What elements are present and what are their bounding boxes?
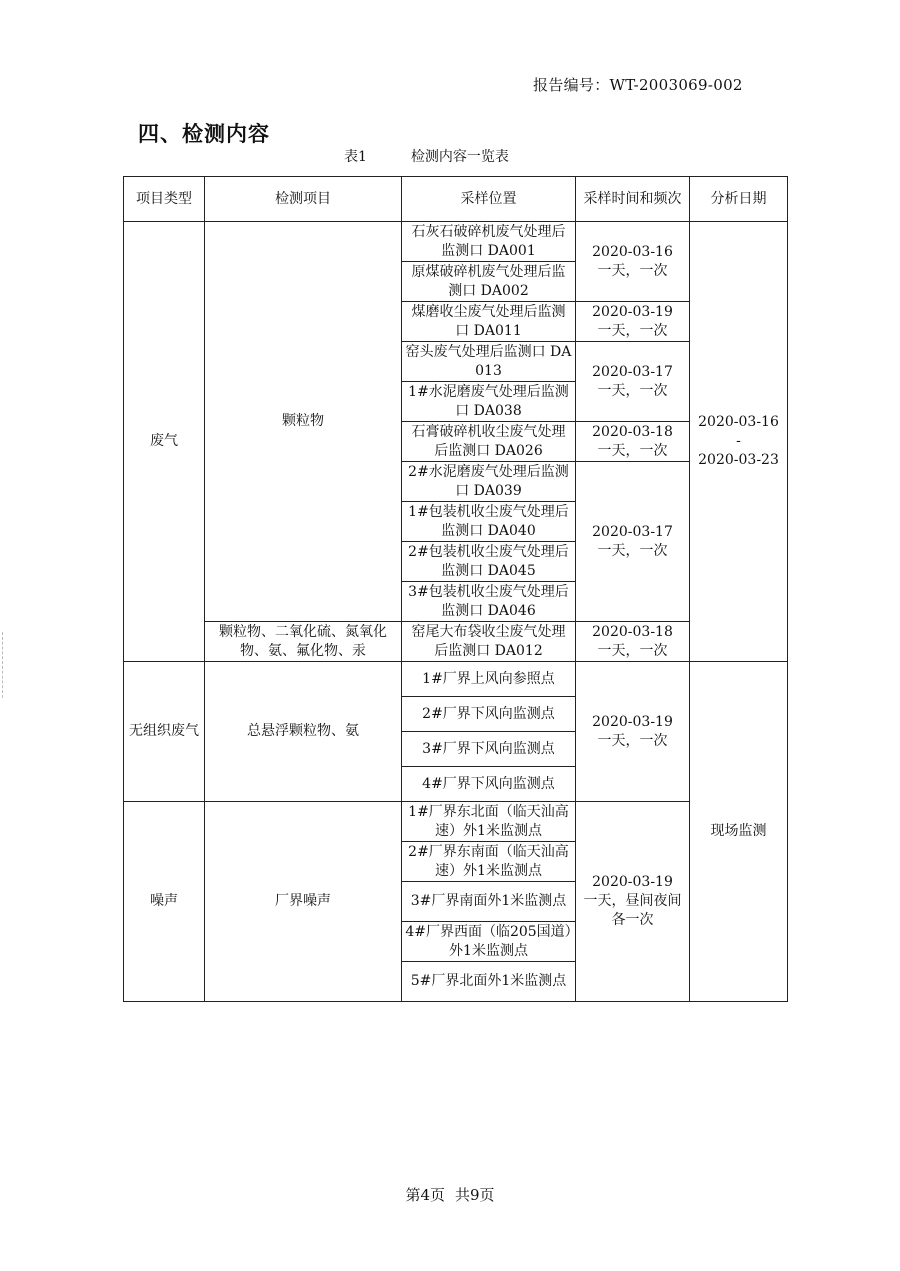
header-cell: 采样位置 [402,177,576,222]
time-cell: 2020-03-17 一天，一次 [576,342,690,422]
page-number: 第4页 [405,1186,445,1204]
time-cell: 2020-03-19 一天，一次 [576,302,690,342]
location-cell: 1#厂界东北面（临天汕高速）外1米监测点 [402,802,576,842]
page-total: 共9页 [455,1186,495,1204]
header-cell: 分析日期 [690,177,788,222]
table-row [124,622,788,662]
location-cell: 2#包装机收尘废气处理后监测口 DA045 [402,542,576,582]
table-row [124,222,788,262]
location-cell: 1#包装机收尘废气处理后监测口 DA040 [402,502,576,542]
type-cell-waste-gas: 废气 [124,222,205,662]
table-caption-name: 检测内容一览表 [410,149,509,165]
analysis-date-cell-noise: 现场监测 [690,662,788,1002]
table-caption [344,146,509,166]
location-cell: 煤磨收尘废气处理后监测口 DA011 [402,302,576,342]
table-row [124,662,788,697]
header-cell: 采样时间和频次 [576,177,690,222]
location-cell: 窑头废气处理后监测口 DA013 [402,342,576,382]
header-cell: 检测项目 [205,177,402,222]
location-cell: 2#厂界下风向监测点 [402,697,576,732]
analysis-date-cell: 2020-03-16 - 2020-03-23 [690,222,788,662]
item-cell-particulate: 颗粒物 [205,222,402,622]
type-cell-noise: 噪声 [124,802,205,1002]
binding-margin-marks [2,632,6,698]
table-row [124,802,788,842]
location-cell: 3#厂界南面外1米监测点 [402,882,576,922]
location-cell: 原煤破碎机废气处理后监测口 DA002 [402,262,576,302]
report-number: 报告编号：WT-2003069-002 [533,76,743,94]
time-cell: 2020-03-18 一天，一次 [576,422,690,462]
location-cell: 2#水泥磨废气处理后监测口 DA039 [402,462,576,502]
type-cell-fugitive-gas: 无组织废气 [124,662,205,802]
location-cell: 3#厂界下风向监测点 [402,732,576,767]
location-cell: 4#厂界西面（临205国道）外1米监测点 [402,922,576,962]
location-cell: 2#厂界东南面（临天汕高速）外1米监测点 [402,842,576,882]
location-cell: 4#厂界下风向监测点 [402,767,576,802]
inspection-content-table [123,176,788,1002]
location-cell: 5#厂界北面外1米监测点 [402,962,576,1002]
location-cell: 窑尾大布袋收尘废气处理后监测口 DA012 [402,622,576,662]
table-caption-number: 表1 [344,149,367,165]
location-cell: 1#厂界上风向参照点 [402,662,576,697]
time-cell: 2020-03-16 一天，一次 [576,222,690,302]
location-cell: 石灰石破碎机废气处理后监测口 DA001 [402,222,576,262]
item-cell-multi-pollutants: 颗粒物、二氧化硫、氮氧化物、氨、氟化物、汞 [205,622,402,662]
location-cell: 3#包装机收尘废气处理后监测口 DA046 [402,582,576,622]
page-footer [0,1184,900,1205]
item-cell-tsp-ammonia: 总悬浮颗粒物、氨 [205,662,402,802]
time-cell: 2020-03-19 一天，昼间夜间各一次 [576,802,690,1002]
table-header-row [124,177,788,222]
time-cell: 2020-03-19 一天，一次 [576,662,690,802]
time-cell: 2020-03-17 一天，一次 [576,462,690,622]
time-cell: 2020-03-18 一天，一次 [576,622,690,662]
section-title: 四、检测内容 [138,121,270,146]
location-cell: 1#水泥磨废气处理后监测口 DA038 [402,382,576,422]
location-cell: 石膏破碎机收尘废气处理后监测口 DA026 [402,422,576,462]
header-cell: 项目类型 [124,177,205,222]
item-cell-boundary-noise: 厂界噪声 [205,802,402,1002]
